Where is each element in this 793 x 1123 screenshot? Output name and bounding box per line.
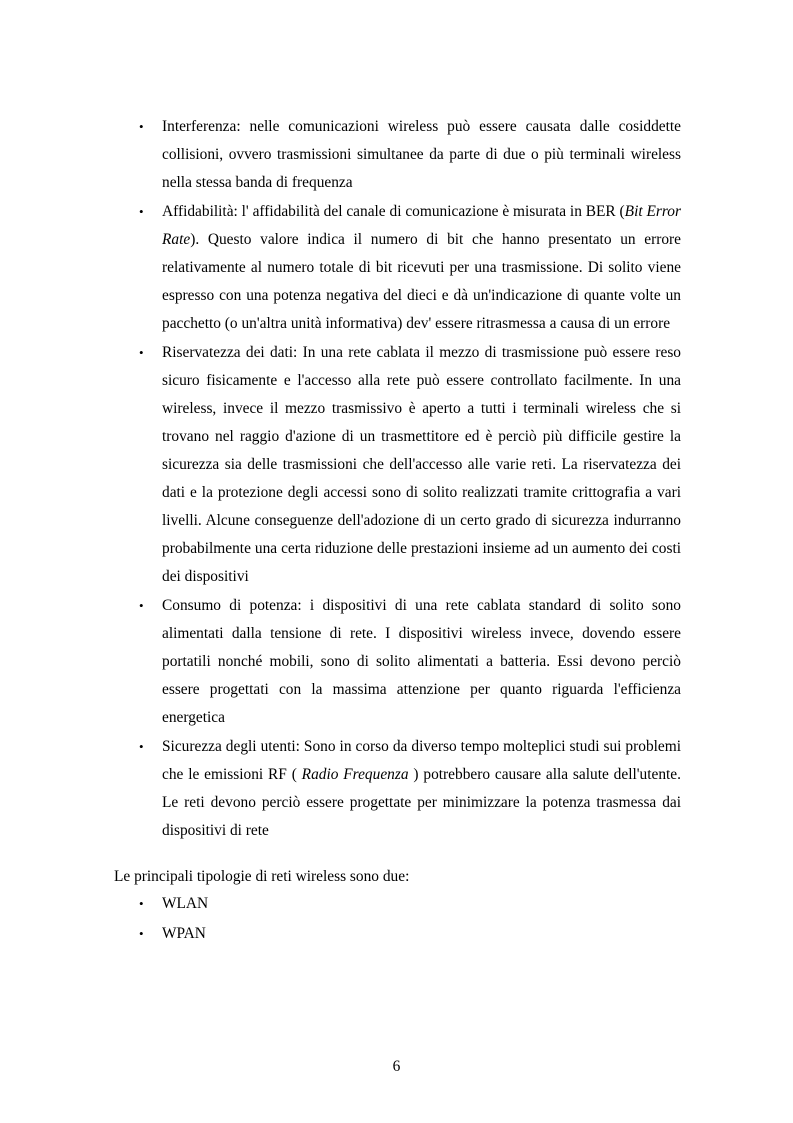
bullet-item-interferenza xyxy=(140,113,681,197)
bullet-text-before: Sicurezza degli utenti: Sono in corso da diverso tempo molteplici studi sui problemi che le emissioni RF ( xyxy=(162,737,681,783)
network-types-list xyxy=(140,890,440,950)
bullet-icon: • xyxy=(139,896,144,911)
bullet-text-before: Affidabilità: l' affidabilità del canale di comunicazione è misurata in BER ( xyxy=(162,203,625,221)
bullet-icon: • xyxy=(139,597,144,613)
bullet-text-after: ) potrebbero causare alla salute dell'utente. Le reti devono perciò essere progettate per minimizzare la potenza trasmessa dai dispositivi di rete xyxy=(162,765,681,839)
bullet-text-italic: Radio Frequenza xyxy=(301,765,409,783)
bullet-text-italic: Bit Error Rate xyxy=(162,203,681,249)
bullet-text: Interferenza: nelle comunicazioni wireless può essere causata dalle cosiddette collisioni, ovvero trasmissioni simultanee da parte di due o più terminali wireless nella stessa banda di frequenza xyxy=(162,118,681,191)
bullet-text: Riservatezza dei dati: In una rete cablata il mezzo di trasmissione può essere reso sicuro fisicamente e l'accesso alla rete può essere controllato facilmente. In una wireless, invece il mezzo trasmissivo è aperto a tutti i terminali wireless che si trovano nel raggio d'azione di un trasmettitore ed è perciò più difficile gestire la sicurezza sia delle trasmissioni che dell'accesso alle varie reti. La riservatezza dei dati e la protezione degli accessi sono di solito realizzati tramite crittografia a vari livelli. Alcune conseguenze dell'adozione di un certo grado di sicurezza indurranno probabilmente una certa riduzione delle prestazioni insieme ad un aumento dei costi dei dispositivi xyxy=(162,344,681,585)
list-item-label: WPAN xyxy=(162,924,206,942)
bullet-icon: • xyxy=(139,345,144,361)
intro-paragraph: Le principali tipologie di reti wireless sono due: xyxy=(114,868,410,885)
list-item-wpan xyxy=(140,920,440,948)
bullet-item-riservatezza xyxy=(140,339,681,590)
list-item-label: WLAN xyxy=(162,895,209,912)
bullet-list xyxy=(140,113,681,846)
bullet-text: Consumo di potenza: i dispositivi di una rete cablata standard di solito sono alimentati dalla tensione di rete. I dispositivi wireless invece, dovendo essere portatili nonché mobili, sono di solito alimentati a batteria. Essi devono perciò essere progettati con la massima attenzione per quanto riguarda l'efficienza energetica xyxy=(162,596,681,726)
bullet-item-sicurezza xyxy=(140,733,681,845)
list-item-wlan xyxy=(140,890,440,918)
bullet-item-consumo xyxy=(140,592,681,732)
bullet-text-after: ). Questo valore indica il numero di bit che hanno presentato un errore relativamente al numero totale di bit ricevuti per una trasmissione. Di solito viene espresso con una potenza negativa del dieci e dà un'indicazione di quante volte un pacchetto (o un'altra unità informativa) dev' essere ritrasmessa a causa di un errore xyxy=(162,231,681,332)
bullet-icon: • xyxy=(139,204,144,220)
bullet-item-affidabilita xyxy=(140,198,681,338)
bullet-icon: • xyxy=(139,738,144,754)
bullet-icon: • xyxy=(139,925,144,941)
page-number: 6 xyxy=(392,1058,401,1075)
bullet-icon: • xyxy=(139,119,144,134)
